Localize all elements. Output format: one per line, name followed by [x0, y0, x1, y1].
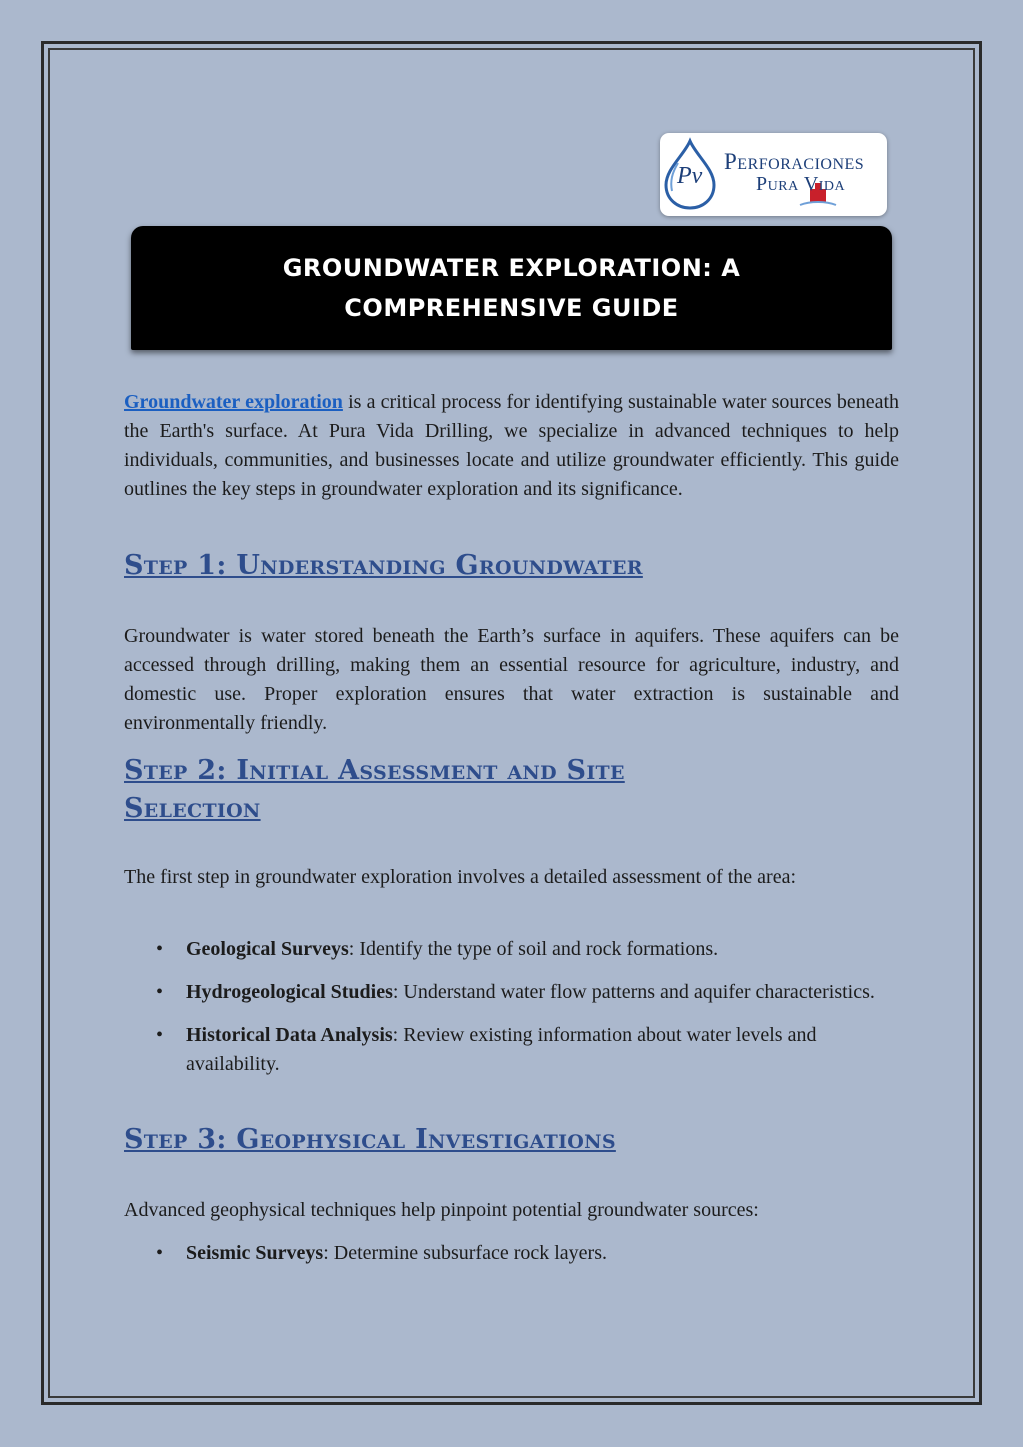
groundwater-exploration-link[interactable]: Groundwater exploration [124, 391, 343, 413]
bullet-desc: : Determine subsurface rock layers. [323, 1242, 607, 1264]
bullet-desc: : Identify the type of soil and rock formations. [348, 938, 719, 960]
title-banner [131, 226, 892, 350]
bullet-desc: : Review existing information about water levels and availability. [186, 1024, 817, 1075]
step-3-heading-block [124, 1121, 899, 1159]
logo-name-line1: Perforaciones [724, 149, 865, 174]
step-3-body [124, 1196, 899, 1225]
logo-monogram: Pv [677, 163, 703, 189]
list-item [124, 978, 894, 1007]
list-item [124, 1021, 894, 1079]
step-2-heading: Step 2: Initial Assessment and Site Selection [124, 755, 625, 824]
step-2-heading-block [124, 752, 899, 828]
page-title: GROUNDWATER EXPLORATION: A COMPREHENSIVE GUIDE [282, 254, 741, 322]
intro-paragraph [124, 388, 899, 504]
bullet-term: Geological Surveys [186, 938, 349, 960]
list-item [124, 935, 894, 964]
step-1-body [124, 622, 899, 738]
step-3-heading: Step 3: Geophysical Investigations [124, 1124, 616, 1155]
intro-section [124, 388, 899, 504]
bullet-term: Seismic Surveys [186, 1242, 324, 1264]
list-item [124, 1239, 899, 1268]
logo-name-line2: Pura Vida [756, 173, 846, 195]
bullet-term: Historical Data Analysis [186, 1024, 393, 1046]
bullet-term: Hydrogeological Studies [186, 981, 393, 1003]
intro-text: is a critical process for identifying sustainable water sources beneath the Earth's surface. At Pura Vida Drilling, we specialize in advanced techniques to help individuals, communities, and businesses locate and utilize groundwater efficiently. This guide outlines the key steps in groundwater exploration and its significance. [124, 391, 900, 500]
company-logo [660, 133, 887, 216]
step-2-bullet-list [124, 935, 894, 1079]
step-3-paragraph: Advanced geophysical techniques help pinpoint potential groundwater sources: [124, 1199, 759, 1221]
step-1-heading: Step 1: Understanding Groundwater [124, 550, 643, 581]
step-1-heading-block [124, 547, 899, 585]
step-2-paragraph: The first step in groundwater exploration involves a detailed assessment of the area: [124, 866, 797, 888]
step-1-paragraph: Groundwater is water stored beneath the Earth’s surface in aquifers. These aquifers can be accessed through drilling, making them an essential resource for agriculture, industry, and domestic use. Proper exploration ensures that water extraction is sustainable and environmentally friendly. [124, 625, 899, 734]
step-3-bullet-list [124, 1239, 899, 1268]
step-2-body [124, 863, 899, 892]
bullet-desc: : Understand water flow patterns and aquifer characteristics. [392, 981, 875, 1003]
